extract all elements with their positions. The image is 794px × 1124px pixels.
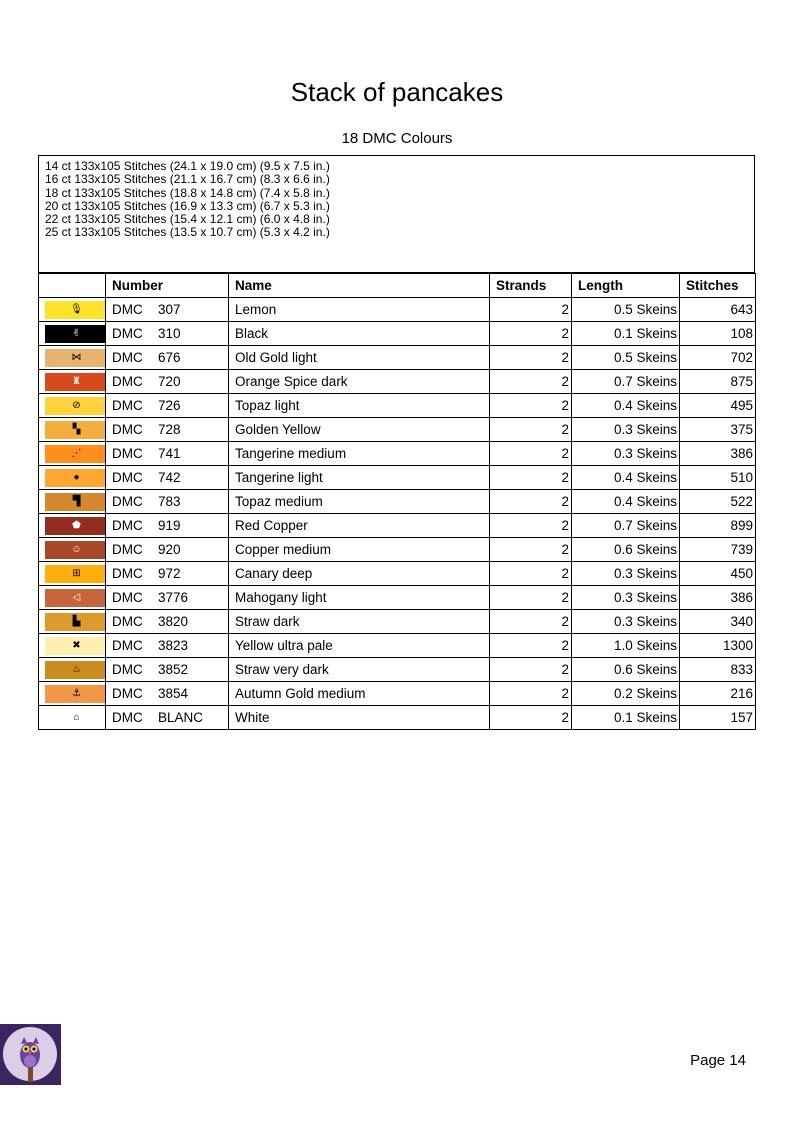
thread-length: 0.1 Skeins [572,706,680,730]
colour-swatch-cell [39,634,106,658]
thread-stitches: 833 [680,658,756,682]
thread-brand: DMC [112,326,143,341]
thread-strands: 2 [490,298,572,322]
thread-length: 0.6 Skeins [572,538,680,562]
thread-stitches: 875 [680,370,756,394]
thread-stitches: 522 [680,490,756,514]
thread-brand: DMC [112,350,143,365]
thread-strands: 2 [490,514,572,538]
header-number: Number [106,274,229,298]
stitch-symbol-icon: ⚓ [72,687,81,699]
thread-stitches: 157 [680,706,756,730]
thread-name: Tangerine medium [229,442,490,466]
thread-brand: DMC [112,494,143,509]
thread-brand: DMC [112,614,143,629]
thread-strands: 2 [490,706,572,730]
stitch-symbol-icon: ● [73,471,80,483]
thread-strands: 2 [490,658,572,682]
thread-name: Orange Spice dark [229,370,490,394]
colour-swatch-cell [39,442,106,466]
thread-number [106,658,229,682]
colour-swatch [45,541,106,559]
thread-length: 0.5 Skeins [572,298,680,322]
fabric-size-line: 18 ct 133x105 Stitches (18.8 x 14.8 cm) (7.4 x 5.8 in.) [45,185,330,200]
table-row [39,562,756,586]
thread-length: 0.4 Skeins [572,490,680,514]
thread-code: 307 [158,302,181,317]
table-row [39,322,756,346]
colour-swatch-cell [39,418,106,442]
header-symbol [39,274,106,298]
fabric-size-line: 16 ct 133x105 Stitches (21.1 x 16.7 cm) (8.3 x 6.6 in.) [45,172,330,187]
stitch-symbol-icon: ♨ [72,663,81,675]
thread-brand: DMC [112,590,143,605]
thread-brand: DMC [112,542,143,557]
table-row [39,514,756,538]
stitch-symbol-icon: ☺ [71,543,82,555]
thread-number [106,394,229,418]
colour-swatch-cell [39,658,106,682]
thread-stitches: 739 [680,538,756,562]
thread-stitches: 899 [680,514,756,538]
header-stitches: Stitches [680,274,756,298]
colour-swatch [45,493,106,511]
thread-length: 0.5 Skeins [572,346,680,370]
thread-brand: DMC [112,470,143,485]
thread-strands: 2 [490,394,572,418]
thread-stitches: 702 [680,346,756,370]
thread-brand: DMC [112,662,143,677]
colour-rows [39,298,756,730]
fabric-sizes-list [45,160,754,240]
thread-code: 310 [158,326,181,341]
thread-code: 3823 [158,638,189,653]
thread-strands: 2 [490,370,572,394]
thread-stitches: 386 [680,442,756,466]
thread-name: Black [229,322,490,346]
thread-name: Topaz medium [229,490,490,514]
table-row [39,346,756,370]
thread-strands: 2 [490,538,572,562]
thread-length: 0.3 Skeins [572,586,680,610]
header-length: Length [572,274,680,298]
stitch-symbol-icon: ▚ [72,423,81,435]
colour-swatch-cell [39,706,106,730]
thread-name: Tangerine light [229,466,490,490]
page-title: Stack of pancakes [290,77,504,107]
colour-swatch [45,709,106,727]
thread-name: Autumn Gold medium [229,682,490,706]
thread-length: 0.7 Skeins [572,370,680,394]
thread-stitches: 216 [680,682,756,706]
thread-name: White [229,706,490,730]
thread-name: Straw very dark [229,658,490,682]
colour-swatch-cell [39,538,106,562]
colour-swatch [45,637,106,655]
colour-swatch [45,565,106,583]
thread-number [106,634,229,658]
thread-stitches: 375 [680,418,756,442]
stitch-symbol-icon: ◁ [72,591,81,603]
fabric-size-line: 25 ct 133x105 Stitches (13.5 x 10.7 cm) (5.3 x 4.2 in.) [45,225,330,240]
fabric-size-line: 22 ct 133x105 Stitches (15.4 x 12.1 cm) (6.0 x 4.8 in.) [45,212,330,227]
page-number: Page 14 [690,1052,746,1069]
thread-number [106,298,229,322]
fabric-size-line: 20 ct 133x105 Stitches (16.9 x 13.3 cm) (6.7 x 5.3 in.) [45,198,330,213]
thread-strands: 2 [490,322,572,346]
thread-strands: 2 [490,442,572,466]
thread-number [106,562,229,586]
table-row [39,610,756,634]
thread-stitches: 108 [680,322,756,346]
colour-swatch [45,685,106,703]
colour-swatch [45,301,106,319]
thread-brand: DMC [112,446,143,461]
colour-swatch [45,325,106,343]
thread-number [106,346,229,370]
table-row [39,586,756,610]
thread-number [106,490,229,514]
table-row [39,298,756,322]
thread-number [106,370,229,394]
thread-length: 0.3 Skeins [572,562,680,586]
stitch-symbol-icon: ⋈ [71,351,82,363]
table-row [39,658,756,682]
thread-brand: DMC [112,710,143,725]
colour-swatch-cell [39,298,106,322]
thread-brand: DMC [112,398,143,413]
table-row [39,538,756,562]
thread-brand: DMC [112,566,143,581]
stitch-symbol-icon: ⊘ [72,399,81,411]
thread-code: 783 [158,494,181,509]
thread-name: Golden Yellow [229,418,490,442]
colour-swatch [45,589,106,607]
thread-number [106,538,229,562]
colour-key-table [38,273,756,730]
thread-number [106,682,229,706]
thread-strands: 2 [490,634,572,658]
thread-length: 0.6 Skeins [572,658,680,682]
thread-stitches: 1300 [680,634,756,658]
colour-swatch-cell [39,610,106,634]
thread-code: 920 [158,542,181,557]
thread-number [106,466,229,490]
thread-name: Copper medium [229,538,490,562]
colour-swatch-cell [39,586,106,610]
thread-number [106,706,229,730]
thread-code: 728 [158,422,181,437]
thread-brand: DMC [112,302,143,317]
thread-number [106,586,229,610]
table-row [39,634,756,658]
thread-brand: DMC [112,638,143,653]
thread-strands: 2 [490,466,572,490]
colour-swatch-cell [39,514,106,538]
stitch-symbol-icon: ▙ [72,615,81,627]
thread-code: 741 [158,446,181,461]
thread-length: 0.1 Skeins [572,322,680,346]
fabric-size-line: 14 ct 133x105 Stitches (24.1 x 19.0 cm) (9.5 x 7.5 in.) [45,159,330,173]
thread-strands: 2 [490,562,572,586]
thread-code: 3852 [158,662,189,677]
thread-name: Old Gold light [229,346,490,370]
colour-swatch [45,613,106,631]
thread-strands: 2 [490,490,572,514]
thread-code: 720 [158,374,181,389]
thread-length: 0.2 Skeins [572,682,680,706]
thread-length: 0.3 Skeins [572,610,680,634]
table-row [39,706,756,730]
colour-count-subtitle: 18 DMC Colours [341,130,453,147]
table-row [39,466,756,490]
colour-swatch [45,397,106,415]
colour-swatch [45,517,106,535]
header-strands: Strands [490,274,572,298]
colour-swatch-cell [39,322,106,346]
colour-swatch-cell [39,490,106,514]
thread-stitches: 510 [680,466,756,490]
thread-name: Red Copper [229,514,490,538]
stitch-symbol-icon: ♜ [72,375,81,387]
stitch-symbol-icon: ✌ [72,327,81,339]
thread-name: Mahogany light [229,586,490,610]
thread-brand: DMC [112,518,143,533]
table-header-row [39,274,756,298]
fabric-sizes-box [38,155,755,274]
thread-code: 3776 [158,590,189,605]
stitch-symbol-icon: ▜ [72,495,81,507]
thread-brand: DMC [112,374,143,389]
thread-code: 3854 [158,686,189,701]
thread-number [106,322,229,346]
thread-code: 3820 [158,614,189,629]
owl-logo-icon [0,1024,61,1085]
thread-length: 0.3 Skeins [572,418,680,442]
thread-length: 0.3 Skeins [572,442,680,466]
thread-strands: 2 [490,418,572,442]
thread-length: 0.4 Skeins [572,394,680,418]
table-row [39,442,756,466]
table-row [39,418,756,442]
thread-stitches: 340 [680,610,756,634]
table-row [39,490,756,514]
colour-swatch [45,661,106,679]
colour-swatch-cell [39,346,106,370]
thread-number [106,514,229,538]
thread-number [106,610,229,634]
thread-number [106,442,229,466]
colour-swatch [45,349,106,367]
thread-brand: DMC [112,422,143,437]
table-row [39,394,756,418]
thread-strands: 2 [490,682,572,706]
table-row [39,682,756,706]
thread-name: Straw dark [229,610,490,634]
thread-stitches: 495 [680,394,756,418]
thread-length: 0.7 Skeins [572,514,680,538]
colour-swatch [45,469,106,487]
colour-swatch-cell [39,466,106,490]
thread-number [106,418,229,442]
colour-swatch-cell [39,394,106,418]
thread-code: 742 [158,470,181,485]
thread-code: 972 [158,566,181,581]
thread-stitches: 450 [680,562,756,586]
thread-name: Topaz light [229,394,490,418]
stitch-symbol-icon: ⬟ [72,519,81,531]
thread-name: Canary deep [229,562,490,586]
colour-swatch-cell [39,562,106,586]
header-name: Name [229,274,490,298]
colour-swatch [45,445,106,463]
thread-length: 0.4 Skeins [572,466,680,490]
colour-swatch [45,373,106,391]
table-row [39,370,756,394]
thread-code: 919 [158,518,181,533]
colour-swatch [45,421,106,439]
thread-strands: 2 [490,586,572,610]
thread-strands: 2 [490,346,572,370]
stitch-symbol-icon: ⊞ [72,567,81,579]
thread-code: BLANC [158,710,204,725]
thread-length: 1.0 Skeins [572,634,680,658]
thread-code: 726 [158,398,181,413]
stitch-symbol-icon: 🎙 [70,303,83,315]
thread-strands: 2 [490,610,572,634]
stitch-symbol-icon: ⋰ [71,447,82,459]
stitch-symbol-icon: ⌂ [73,711,80,723]
thread-stitches: 643 [680,298,756,322]
colour-swatch-cell [39,370,106,394]
thread-code: 676 [158,350,181,365]
thread-brand: DMC [112,686,143,701]
colour-swatch-cell [39,682,106,706]
thread-name: Yellow ultra pale [229,634,490,658]
thread-stitches: 386 [680,586,756,610]
thread-name: Lemon [229,298,490,322]
stitch-symbol-icon: ✖ [72,639,81,651]
